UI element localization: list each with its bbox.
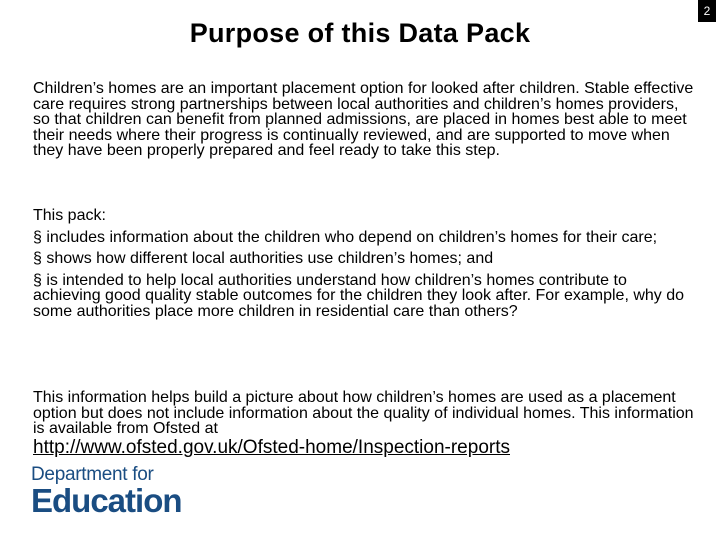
pack-section — [33, 208, 698, 319]
intro-paragraph: Children’s homes are an important placement option for looked after children. Stable effective care requires strong partnerships between local authorities and children’s homes providers, so that children can benefit from planned admissions, are placed in homes best able to meet their needs where their progress is continually reviewed, and are supported to move when they have been properly prepared and feel ready to take this step. — [33, 80, 694, 159]
logo-department-for: Department for — [31, 464, 154, 485]
pack-item: § includes information about the children who depend on children’s homes for their care; — [33, 228, 658, 246]
department-for-education-logo — [31, 465, 182, 519]
ofsted-inspection-reports-link[interactable]: http://www.ofsted.gov.uk/Ofsted-home/Inspection-reports — [33, 437, 510, 458]
pack-item: § is intended to help local authorities understand how children’s homes contribute to achieving good quality stable outcomes for the children they look after. For example, why do some authorities place more children in residential care than others? — [33, 271, 685, 320]
pack-heading: This pack: — [33, 207, 106, 224]
pack-item: § shows how different local authorities use children’s homes; and — [33, 250, 494, 267]
info-paragraph: This information helps build a picture about how children’s homes are used as a placement option but does not include information about the quality of individual homes. This information is available from Ofsted at — [33, 389, 694, 437]
page-number: 2 — [698, 0, 716, 22]
logo-education: Education — [31, 482, 182, 519]
page-title: Purpose of this Data Pack — [189, 18, 531, 48]
